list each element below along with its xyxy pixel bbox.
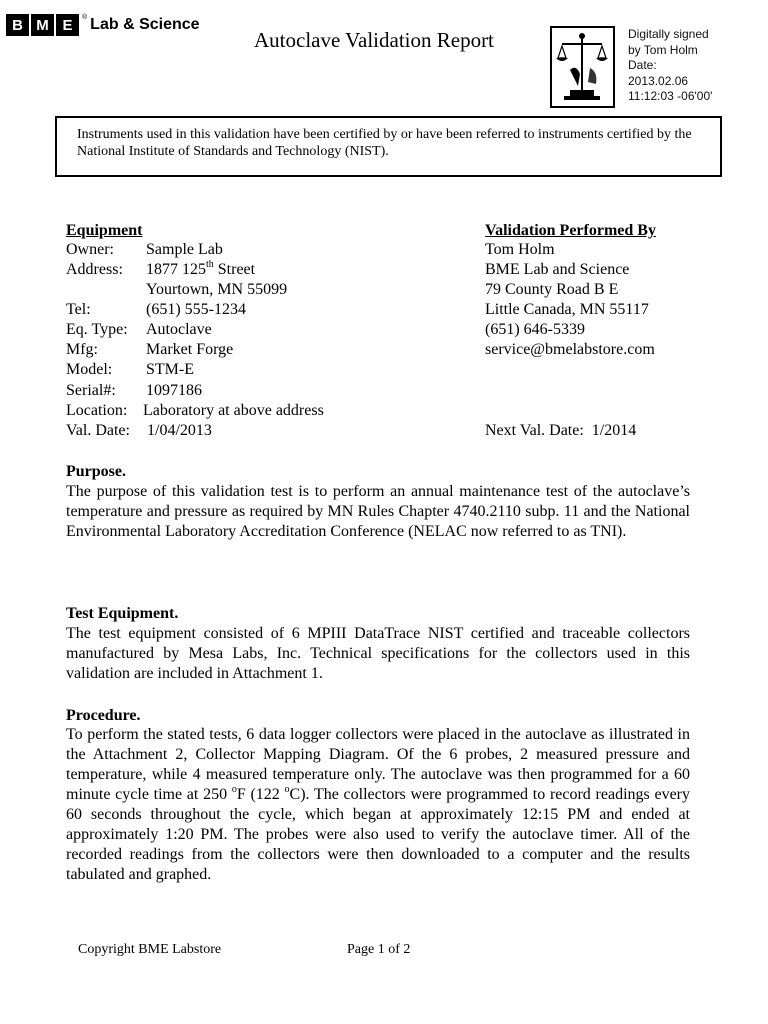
purpose-text: The purpose of this validation test is to perform an annual maintenance test of the autoclave’s temperature and pressure as required by MN Rules Chapter 4740.2110 subp. 11 and the National Environmental Laboratory Accreditation Conference (NELAC now referred to as TNI). (66, 483, 690, 540)
tel-label: Tel: (66, 301, 91, 318)
signature-seal-icon (550, 26, 615, 108)
serial-value: 1097186 (146, 382, 202, 399)
mfg-label: Mfg: (66, 341, 98, 358)
validator-city: Little Canada, MN 55117 (485, 301, 649, 318)
location-value: Laboratory at above address (143, 402, 324, 419)
val-date-value: 1/04/2013 (147, 422, 212, 439)
registered-mark: ® (82, 14, 88, 21)
model-label: Model: (66, 361, 113, 378)
equipment-heading: Equipment (66, 222, 143, 239)
footer-copyright: Copyright BME Labstore (78, 942, 222, 957)
eq-type-value: Autoclave (146, 321, 212, 338)
validator-street: 79 County Road B E (485, 281, 619, 298)
purpose-heading: Purpose. (66, 463, 126, 480)
signature-line: Digitally signed (628, 27, 709, 41)
tel-value: (651) 555-1234 (146, 301, 246, 318)
validator-email: service@bmelabstore.com (485, 341, 655, 358)
serial-label: Serial#: (66, 382, 116, 399)
address-line2: Yourtown, MN 55099 (146, 281, 288, 298)
signature-line: 2013.02.06 (628, 73, 689, 88)
next-val-date: Next Val. Date: 1/2014 (485, 422, 637, 439)
signature-line: 11:12:03 -06'00' (628, 89, 713, 103)
purpose-paragraph (66, 482, 690, 542)
test-equipment-text: The test equipment consisted of 6 MPIII DataTrace NIST certified and traceable collectors manufactured by Mesa Labs, Inc. Technical specifications for the collectors used in this validation are included in Attachment 1. (66, 625, 690, 682)
logo-letter-b: B (6, 14, 29, 36)
report-title: Autoclave Validation Report (254, 28, 494, 52)
validator-company: BME Lab and Science (485, 261, 630, 278)
location-label: Location: (66, 402, 128, 419)
owner-label: Owner: (66, 241, 114, 258)
procedure-text: To perform the stated tests, 6 data logger collectors were placed in the autoclave as illustrated in the Attachment 2, Collector Mapping Diagram. Of the 6 probes, 2 measured pressure and temperature, while 4 measured temperature only. The autoclave was then programmed for a 60 minute cycle time at 250 $^o$F (122 $^o$C). The collectors were programmed to record readings every 60 seconds throughout the cycle, which began at approximately 12:15 PM and ended at approximately 1:20 PM. The probes were also used to verify the autoclave timer. All of the recorded readings from the collectors were then downloaded to a computer and the results tabulated and graphed. (66, 726, 691, 883)
procedure-heading: Procedure. (66, 707, 141, 724)
validator-phone: (651) 646-5339 (485, 321, 585, 338)
test-equipment-heading: Test Equipment. (66, 605, 179, 622)
validator-heading: Validation Performed By (485, 222, 656, 239)
owner-value: Sample Lab (146, 241, 223, 258)
logo-letter-m: M (31, 14, 54, 36)
address-value: 1877 125th Street (146, 258, 256, 278)
logo-letter-e: E (56, 14, 79, 36)
logo-text: Lab & Science (90, 16, 200, 33)
nist-notice-box (55, 116, 722, 177)
footer-page-number: Page 1 of 2 (347, 942, 411, 957)
val-date-label: Val. Date: (66, 422, 130, 439)
model-value: STM-E (146, 361, 194, 378)
validator-name: Tom Holm (485, 241, 555, 258)
address-label: Address: (66, 261, 123, 278)
nist-notice-text: Instruments used in this validation have been certified by or have been referred to instruments certified by the National Institute of Standards and Technology (NIST). (77, 127, 692, 159)
company-logo (6, 14, 200, 36)
signature-line: by Tom Holm (628, 42, 698, 57)
test-equipment-paragraph (66, 624, 690, 684)
eq-type-label: Eq. Type: (66, 321, 128, 338)
signature-line: Date: (628, 58, 657, 72)
digital-signature (628, 27, 712, 105)
mfg-value: Market Forge (146, 341, 234, 358)
procedure-paragraph (66, 725, 690, 885)
